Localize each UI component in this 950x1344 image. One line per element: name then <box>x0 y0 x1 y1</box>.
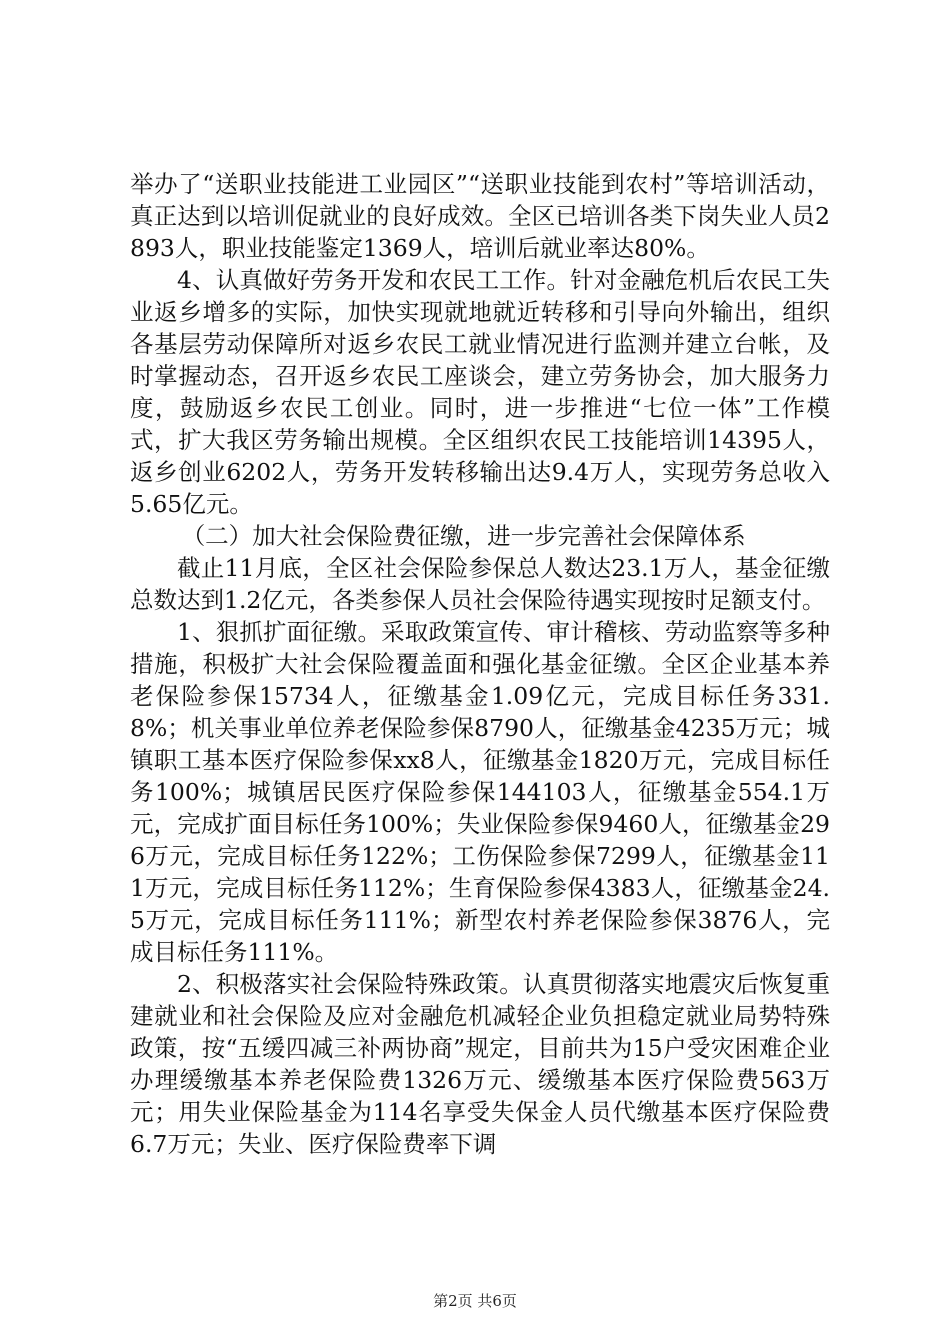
paragraph-insurance-summary: 截止11月底，全区社会保险参保总人数达23.1万人，基金征缴总数达到1.2亿元，各类参保人员社会保险待遇实现按时足额支付。 <box>130 554 830 614</box>
document-body <box>130 168 830 1160</box>
paragraph-labor-migrant-work: 4、认真做好劳务开发和农民工工作。针对金融危机后农民工失业返乡增多的实际，加快实现就地就近转移和引导向外输出，组织各基层劳动保障所对返乡农民工就业情况进行监测并建立台帐，及时掌握动态，召开返乡农民工座谈会，建立劳务协会，加大服务力度，鼓励返乡农民工创业。同时，进一步推进“七位一体”工作模式，扩大我区劳务输出规模。全区组织农民工技能培训14395人，返乡创业6202人，劳务开发转移输出达9.4万人，实现劳务总收入5.65亿元。 <box>130 266 830 518</box>
paragraph-special-policies: 2、积极落实社会保险特殊政策。认真贯彻落实地震灾后恢复重建就业和社会保险及应对金融危机减轻企业负担稳定就业局势特殊政策，按“五缓四减三补两协商”规定，目前共为15户受灾困难企业办理缓缴基本养老保险费1326万元、缓缴基本医疗保险费563万元；用失业保险基金为114名享受失保金人员代缴基本医疗保险费6.7万元；失业、医疗保险费率下调 <box>130 970 830 1158</box>
section-heading-social-insurance: （二）加大社会保险费征缴，进一步完善社会保障体系 <box>181 522 746 550</box>
paragraph-training-results: 举办了“送职业技能进工业园区”“送职业技能到农村”等培训活动，真正达到以培训促就业的良好成效。全区已培训各类下岗失业人员2893人，职业技能鉴定1369人，培训后就业率达80%。 <box>130 170 830 262</box>
page-footer: 第2页 共6页 <box>433 1292 517 1310</box>
paragraph-expansion-collection: 1、狠抓扩面征缴。采取政策宣传、审计稽核、劳动监察等多种措施，积极扩大社会保险覆盖面和强化基金征缴。全区企业基本养老保险参保15734人，征缴基金1.09亿元，完成目标任务331.8%；机关事业单位养老保险参保8790人，征缴基金4235万元；城镇职工基本医疗保险参保xx8人，征缴基金1820万元，完成目标任务100%；城镇居民医疗保险参保144103人，征缴基金554.1万元，完成扩面目标任务100%；失业保险参保9460人，征缴基金296万元，完成目标任务122%；工伤保险参保7299人，征缴基金111万元，完成目标任务112%；生育保险参保4383人，征缴基金24.5万元，完成目标任务111%；新型农村养老保险参保3876人，完成目标任务111%。 <box>130 618 830 966</box>
